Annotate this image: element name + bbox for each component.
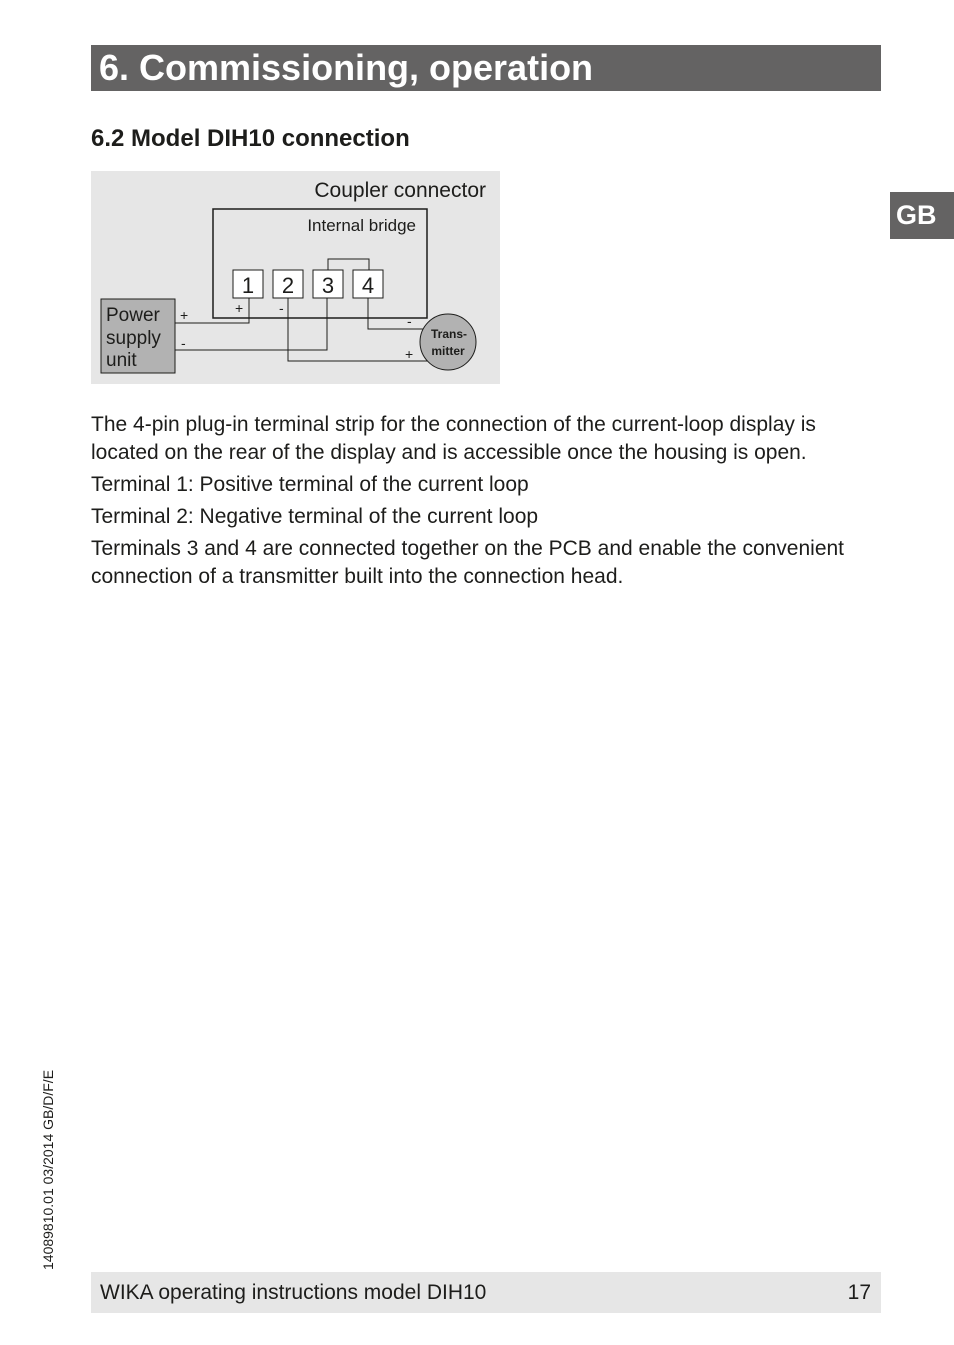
wire-psu-minus-terminal-3 (175, 298, 327, 350)
transmitter-label-2: mitter (431, 344, 465, 358)
psu-label-1: Power (106, 305, 160, 326)
terminal-1-sign: + (235, 300, 244, 316)
psu-label-2: supply (106, 328, 161, 349)
terminal-2-sign: - (279, 300, 284, 316)
paragraph-terminals-3-4: Terminals 3 and 4 are connected together on the PCB and enable the convenient connection of a transmitter built into the connection head. (91, 537, 845, 588)
footer (91, 1272, 881, 1313)
internal-bridge-line (328, 259, 369, 270)
wiring-diagram-svg (91, 171, 500, 384)
transmitter-circle (420, 314, 476, 370)
chapter-title: 6. Commissioning, operation (91, 45, 881, 91)
page-number: 17 (847, 1281, 871, 1304)
internal-bridge-label: Internal bridge (307, 216, 416, 235)
paragraph-terminal-1: Terminal 1: Positive terminal of the current loop (91, 473, 529, 496)
body-text (91, 411, 866, 595)
transmitter-label-1: Trans- (430, 327, 468, 341)
paragraph-intro: The 4-pin plug-in terminal strip for the connection of the current-loop display is located on the rear of the display and is accessible once the housing is open. (91, 413, 816, 464)
terminal-3-label: 3 (321, 273, 335, 298)
psu-plus-sign: + (180, 307, 189, 323)
paragraph-terminal-2: Terminal 2: Negative terminal of the current loop (91, 505, 539, 528)
psu-minus-sign: - (181, 335, 186, 351)
terminal-2-label: 2 (281, 273, 295, 298)
document-code: 14089810.01 03/2014 GB/D/F/E (40, 1069, 56, 1270)
terminal-4-label: 4 (361, 273, 375, 298)
coupler-connector-label: Coupler connector (314, 179, 486, 202)
psu-label-3: unit (106, 350, 137, 371)
transmitter-minus-sign: - (407, 313, 412, 329)
transmitter-plus-sign: + (405, 346, 414, 362)
terminal-1-label: 1 (241, 273, 255, 298)
connection-diagram (91, 171, 500, 384)
language-tab: GB (890, 192, 954, 239)
footer-title: WIKA operating instructions model DIH10 (100, 1281, 487, 1304)
section-title: 6.2 Model DIH10 connection (91, 125, 410, 152)
wire-terminal-4-transmitter-minus (368, 298, 426, 329)
